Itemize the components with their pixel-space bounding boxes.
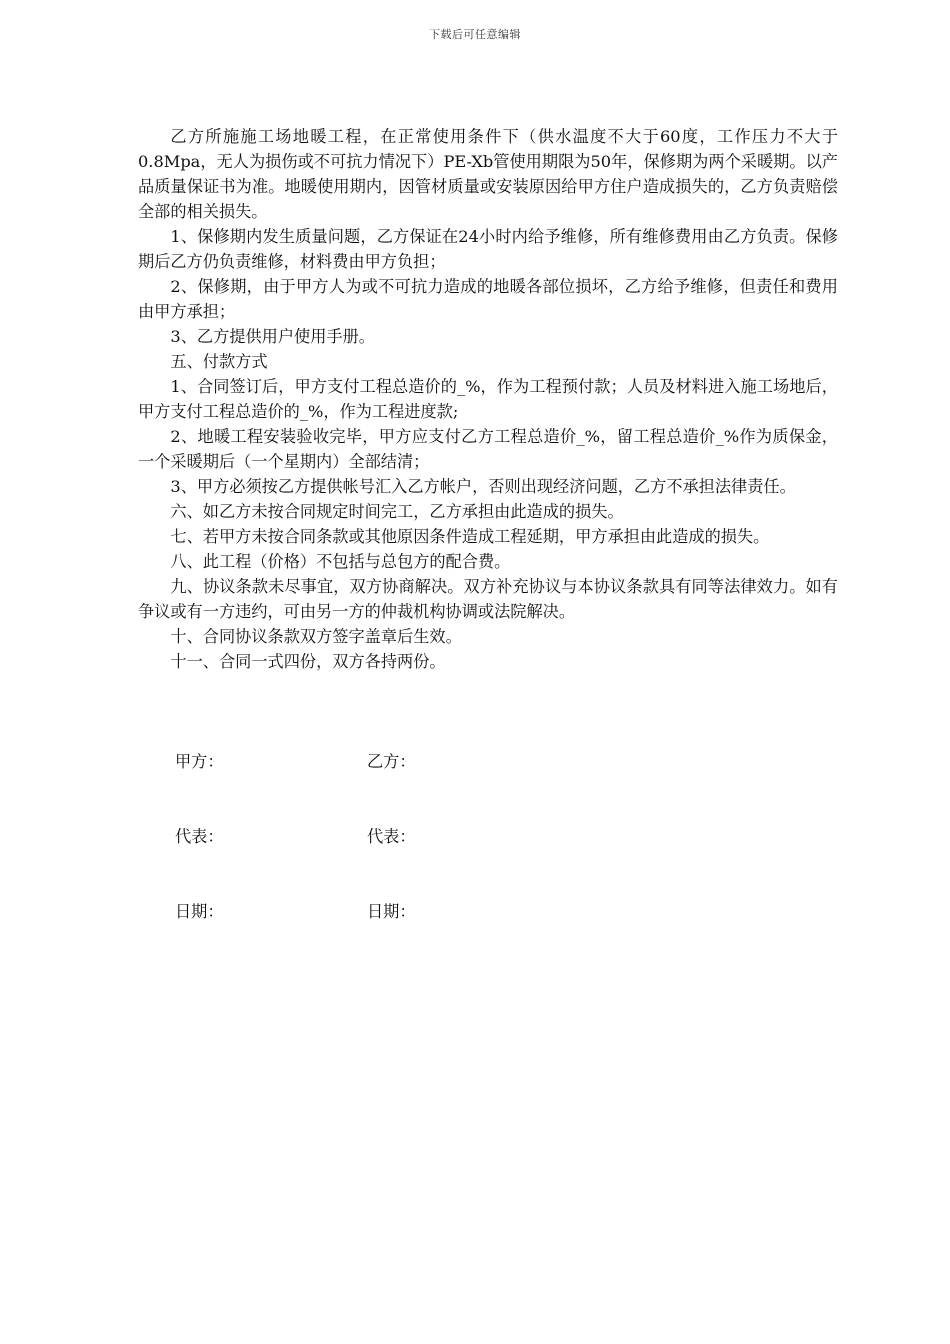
paragraph-warranty-item-1: 1、保修期内发生质量问题，乙方保证在24小时内给予维修，所有维修费用由乙方负责。保修期后乙方仍负责维修，材料费由甲方负担；	[138, 227, 838, 271]
paragraph-payment-item-1: 1、合同签订后，甲方支付工程总造价的_%，作为工程预付款；人员及材料进入施工场地后，甲方支付工程总造价的_%，作为工程进度款;	[138, 377, 838, 421]
party-a-label: 甲方：	[175, 752, 224, 771]
contract-body	[138, 124, 838, 674]
paragraph-clause-8: 八、此工程（价格）不包括与总包方的配合费。	[170, 552, 511, 571]
date-a-label: 日期：	[175, 902, 224, 921]
date-b-label: 日期：	[367, 902, 416, 921]
paragraph-clause-9: 九、协议条款未尽事宜，双方协商解决。双方补充协议与本协议条款具有同等法律效力。如有争议或有一方违约，可由另一方的仲裁机构协调或法院解决。	[138, 577, 838, 621]
paragraph-clause-10: 十、合同协议条款双方签字盖章后生效。	[170, 627, 462, 646]
representative-a-label: 代表：	[175, 827, 224, 846]
signature-row-date	[175, 898, 675, 923]
party-b-label: 乙方：	[367, 752, 416, 771]
representative-b-label: 代表：	[367, 827, 416, 846]
signature-row-party	[175, 748, 675, 773]
page-header: 下载后可任意编辑	[429, 28, 521, 41]
paragraph-warranty: 乙方所施施工场地暖工程，在正常使用条件下（供水温度不大于60度，工作压力不大于0.8Mpa，无人为损伤或不可抗力情况下）PE-Xb管使用期限为50年，保修期为两个采暖期。以产品质量保证书为准。地暖使用期内，因管材质量或安装原因给甲方住户造成损失的，乙方负责赔偿全部的相关损失。	[138, 127, 838, 221]
paragraph-payment-item-2: 2、地暖工程安装验收完毕，甲方应支付乙方工程总造价_%，留工程总造价_%作为质保金，一个采暖期后（一个星期内）全部结清；	[138, 427, 838, 471]
signature-row-representative	[175, 823, 675, 848]
paragraph-warranty-item-2: 2、保修期，由于甲方人为或不可抗力造成的地暖各部位损坏，乙方给予维修，但责任和费用由甲方承担；	[138, 277, 838, 321]
paragraph-payment-item-3: 3、甲方必须按乙方提供帐号汇入乙方帐户，否则出现经济问题，乙方不承担法律责任。	[170, 477, 796, 496]
paragraph-clause-6: 六、如乙方未按合同规定时间完工，乙方承担由此造成的损失。	[170, 502, 624, 521]
paragraph-warranty-item-3: 3、乙方提供用户使用手册。	[170, 327, 375, 346]
section-heading-payment: 五、付款方式	[170, 352, 268, 371]
paragraph-clause-7: 七、若甲方未按合同条款或其他原因条件造成工程延期，甲方承担由此造成的损失。	[170, 527, 770, 546]
paragraph-clause-11: 十一、合同一式四份，双方各持两份。	[170, 652, 446, 671]
